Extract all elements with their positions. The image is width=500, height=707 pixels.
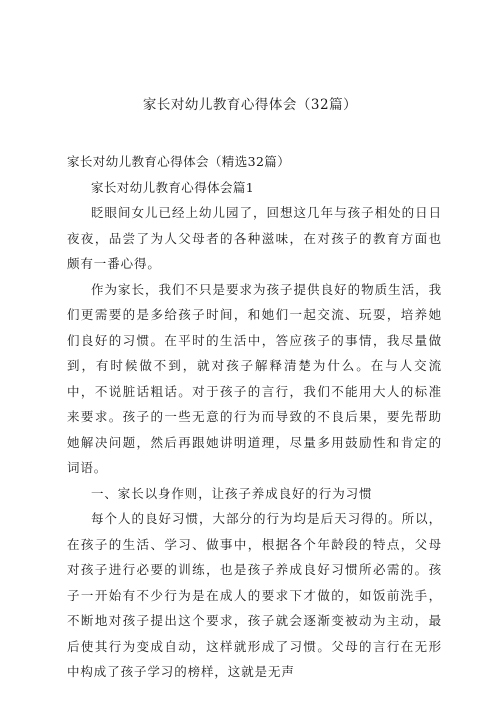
paragraph: 每个人的良好习惯，大部分的行为均是后天习得的。所以，在孩子的生活、学习、做事中，根据各个年龄段的特点，父母对孩子进行必要的训练，也是孩子养成良好习惯所必需的。孩子一开始有不少行为是在成人的要求下才做的，如饭前洗手，不断地对孩子提出这个要求，孩子就会逐渐变被动为主动，最后使其行为变成自动，这样就形成了习惯。父母的言行在无形中构成了孩子学习的榜样，这就是无声 (67, 511, 442, 679)
document-title: 家长对幼儿教育心得体会（32篇） (142, 97, 358, 113)
body-text (67, 200, 442, 685)
paragraph-heading: 一、家长以身作则，让孩子养成良好的行为习惯 (91, 485, 373, 501)
section-heading: 家长对幼儿教育心得体会篇1 (91, 180, 255, 195)
paragraph: 作为家长，我们不只是要求为孩子提供良好的物质生活，我们更需要的是多给孩子时间，和她们一起交流、玩耍，培养她们良好的习惯。在平时的生活中，答应孩子的事情，我尽量做到，有时候做不到，就对孩子解释清楚为什么。在与人交流中，不说脏话粗话。对于孩子的言行，我们不能用大人的标准来要求。孩子的一些无意的行为而导致的不良后果，要先帮助她解决问题，然后再跟她讲明道理，尽量多用鼓励性和肯定的词语。 (67, 281, 442, 475)
document-subtitle: 家长对幼儿教育心得体会（精选32篇） (67, 154, 291, 169)
paragraph: 眨眼间女儿已经上幼儿园了，回想这几年与孩子相处的日日夜夜，品尝了为人父母者的各种滋味，在对孩子的教育方面也颇有一番心得。 (67, 205, 442, 271)
